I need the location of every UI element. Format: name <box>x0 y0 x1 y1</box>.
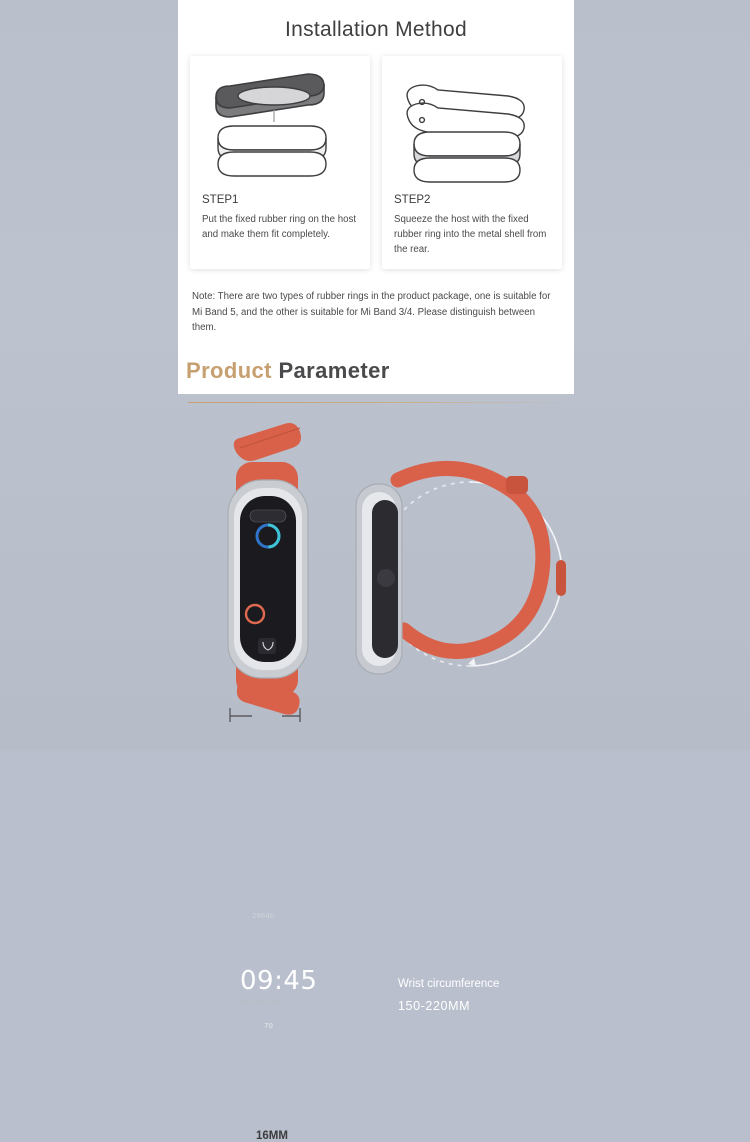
strap-upper-left <box>234 423 301 461</box>
step2-label: STEP2 <box>394 194 431 206</box>
installation-note: Note: There are two types of rubber rings in the product package, one is suitable for Mi Band 5, and the other is suitable for Mi Band 3/4. Please distinguish between them. <box>192 291 551 334</box>
param-divider <box>188 402 578 403</box>
step1-illustration <box>200 64 360 192</box>
installation-panel <box>178 0 574 354</box>
watch-heart-rate-value: 70 <box>264 1022 273 1030</box>
step1-description: Put the fixed rubber ring on the host and make them fit completely. <box>202 214 357 241</box>
watch-time-value: 09:45 <box>240 966 318 996</box>
strap-loop-right <box>398 468 543 651</box>
watch-steps-value: 28640 <box>252 912 275 920</box>
watch-date-value: MI|JOBS 06/11 <box>239 998 286 1006</box>
wrist-circumference-value: 150-220MM <box>398 998 471 1013</box>
product-parameter-title <box>186 358 390 384</box>
step2-illustration <box>392 64 552 192</box>
strap-width-label: 16MM <box>256 1130 288 1142</box>
step-card-1 <box>190 56 370 269</box>
strap-buckle <box>556 560 566 596</box>
installation-title: Installation Method <box>285 18 467 41</box>
step1-label: STEP1 <box>202 194 239 206</box>
steps-container <box>178 56 574 269</box>
wrist-circumference-text <box>398 974 558 1017</box>
product-illustration <box>0 414 750 750</box>
param-title-word-1: Product <box>186 358 272 383</box>
step2-description: Squeeze the host with the fixed rubber ring into the metal shell from the rear. <box>394 214 547 256</box>
step-card-2 <box>382 56 562 269</box>
strap-keeper <box>506 476 528 494</box>
product-photo-area <box>0 414 750 1142</box>
rubber-ring-and-host-icon <box>200 64 360 192</box>
host-into-metal-shell-icon <box>392 64 552 192</box>
param-title-word-2: Parameter <box>278 358 390 383</box>
wrist-circumference-label: Wrist circumference <box>398 978 500 990</box>
